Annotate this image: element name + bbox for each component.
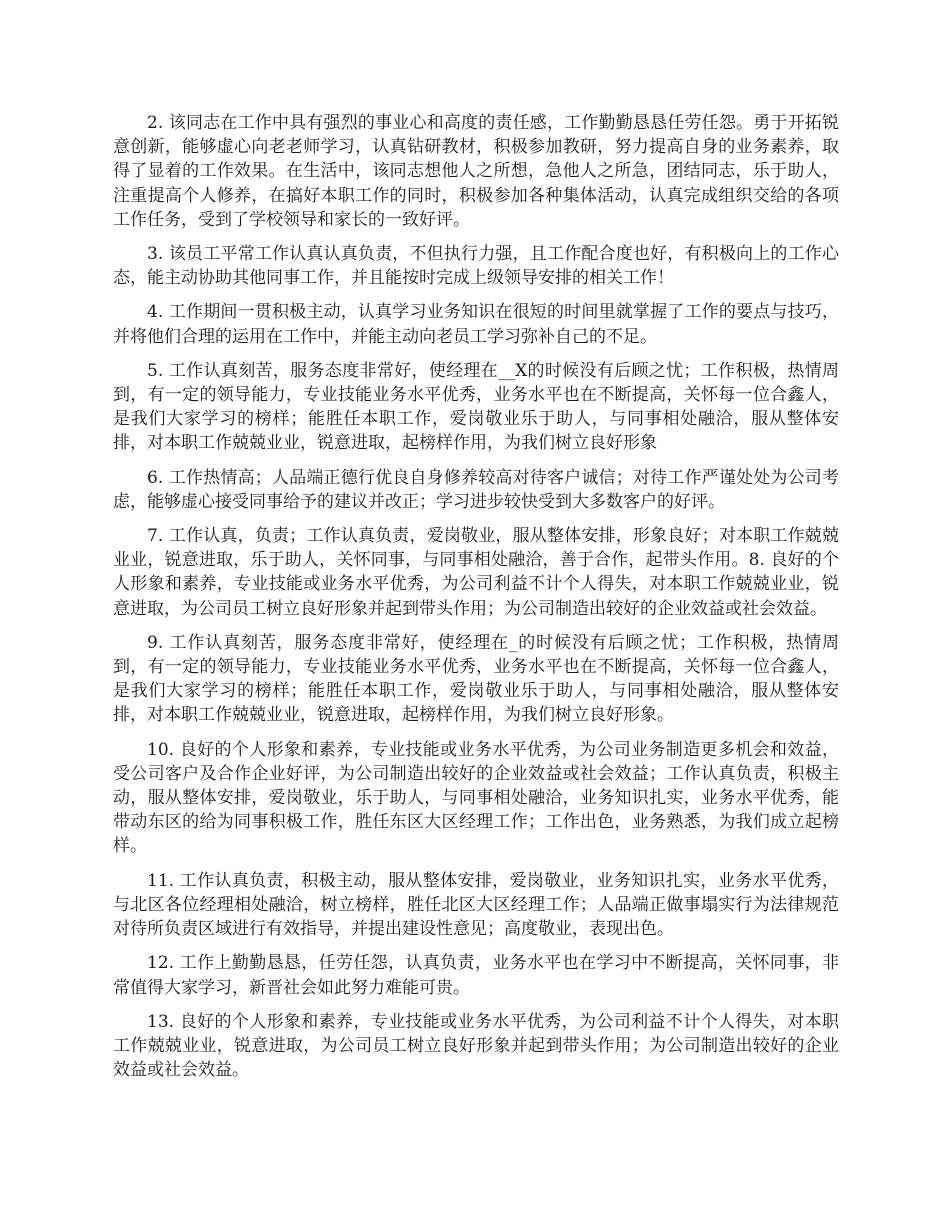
paragraph-7-8: 7. 工作认真，负责；工作认真负责，爱岗敬业，服从整体安排，形象良好；对本职工作兢兢业业，锐意进取，乐于助人，关怀同事，与同事相处融洽，善于合作，起带头作用。8. 良好的个人形象和素养，专业技能或业务水平优秀，为公司利益不计个人得失，对本职工作兢兢业业，锐意进取，为公司员工树立良好形象并起到带头作用；为公司制造出较好的企业效益或社会效益。 [113,526,839,619]
paragraph-3: 3. 该员工平常工作认真认真负责，不但执行力强，且工作配合度也好，有积极向上的工作心态，能主动协助其他同事工作，并且能按时完成上级领导安排的相关工作！ [113,244,839,289]
document-body [113,111,839,1092]
paragraph-11: 11. 工作认真负责，积极主动，服从整体安排，爱岗敬业，业务知识扎实，业务水平优秀，与北区各位经理相处融洽，树立榜样，胜任北区大区经理工作；人品端正做事塌实行为法律规范对待所负责区域进行有效指导，并提出建设性意见；高度敬业，表现出色。 [113,870,839,940]
paragraph-10: 10. 良好的个人形象和素养，专业技能或业务水平优秀，为公司业务制造更多机会和效益，受公司客户及合作企业好评，为公司制造出较好的企业效益或社会效益；工作认真负责，积极主动，服从整体安排，爱岗敬业，乐于助人，与同事相处融洽，业务知识扎实，业务水平优秀，能带动东区的给为同事积极工作，胜任东区大区经理工作；工作出色，业务熟悉，为我们成立起榜样。 [113,739,839,857]
paragraph-5: 5. 工作认真刻苦，服务态度非常好，使经理在__X的时候没有后顾之忧；工作积极，热情周到，有一定的领导能力，专业技能业务水平优秀，业务水平也在不断提高，关怀每一位合鑫人，是我们大家学习的榜样；能胜任本职工作，爱岗敬业乐于助人，与同事相处融洽，服从整体安排，对本职工作兢兢业业，锐意进取，起榜样作用，为我们树立良好形象 [113,360,839,454]
paragraph-12: 12. 工作上勤勤恳恳，任劳任怨，认真负责，业务水平也在学习中不断提高，关怀同事，非常值得大家学习，新晋社会如此努力难能可贵。 [113,953,839,998]
paragraph-9: 9. 工作认真刻苦，服务态度非常好，使经理在_的时候没有后顾之忧；工作积极，热情周到，有一定的领导能力，专业技能业务水平优秀，业务水平也在不断提高，关怀每一位合鑫人，是我们大家学习的榜样；能胜任本职工作，爱岗敬业乐于助人，与同事相处融洽，服从整体安排，对本职工作兢兢业业，锐意进取，起榜样作用，为我们树立良好形象。 [113,632,839,726]
paragraph-6: 6. 工作热情高；人品端正德行优良自身修养较高对待客户诚信；对待工作严谨处处为公司考虑，能够虚心接受同事给予的建议并改正；学习进步较快受到大多数客户的好评。 [113,467,839,512]
paragraph-2: 2. 该同志在工作中具有强烈的事业心和高度的责任感，工作勤勤恳恳任劳任怨。勇于开拓锐意创新，能够虚心向老老师学习，认真钻研教材，积极参加教研，努力提高自身的业务素养，取得了显着的工作效果。在生活中，该同志想他人之所想，急他人之所急，团结同志，乐于助人，注重提高个人修养，在搞好本职工作的同时，积极参加各种集体活动，认真完成组织交给的各项工作任务，受到了学校领导和家长的一致好评。 [113,113,839,230]
paragraph-4: 4. 工作期间一贯积极主动，认真学习业务知识在很短的时间里就掌握了工作的要点与技巧，并将他们合理的运用在工作中，并能主动向老员工学习弥补自己的不足。 [113,302,839,347]
paragraph-13: 13. 良好的个人形象和素养，专业技能或业务水平优秀，为公司利益不计个人得失，对本职工作兢兢业业，锐意进取，为公司员工树立良好形象并起到带头作用；为公司制造出较好的企业效益或社会效益。 [113,1011,839,1081]
